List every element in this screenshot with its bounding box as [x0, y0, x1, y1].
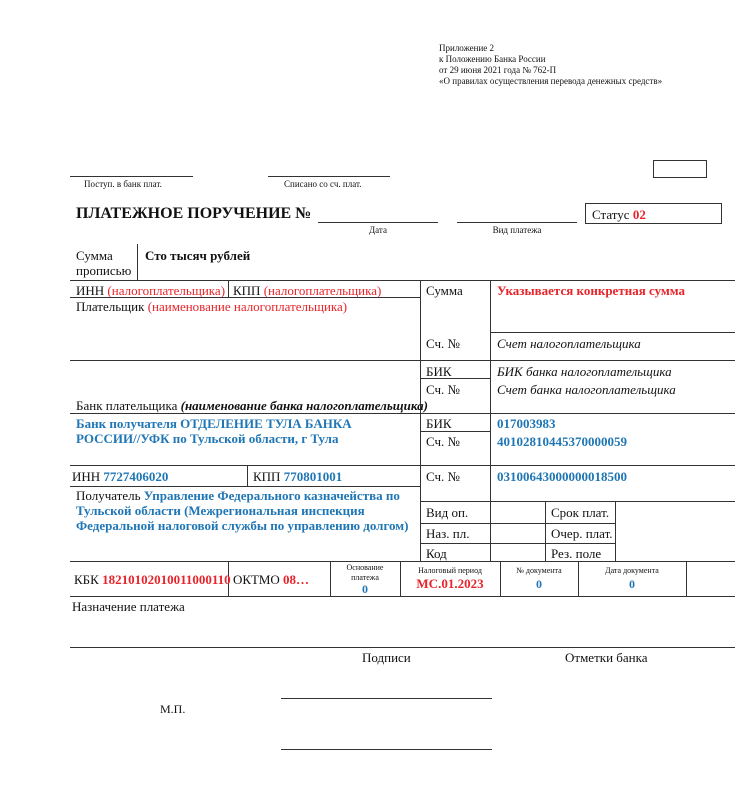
payer-inn — [76, 283, 225, 298]
sum-label: Сумма — [426, 283, 463, 298]
recipient-bank-line-1: Банк получателя ОТДЕЛЕНИЕ ТУЛА БАНКА — [76, 416, 352, 431]
reserve-field-label: Рез. поле — [551, 546, 602, 561]
grid-vline-228 — [228, 280, 229, 297]
payment-purpose-label: Назначение платежа — [72, 599, 185, 614]
recipient-account-label: Сч. № — [426, 469, 460, 484]
received-line — [70, 176, 193, 177]
appendix-line-3: от 29 июня 2021 года № 762-П — [439, 65, 557, 75]
grid-line-465 — [70, 465, 735, 466]
grid-vline-420 — [420, 280, 421, 561]
recipient-name-line-3: Федеральной налоговой службы по управлению долгом) — [76, 518, 409, 533]
signatures-label: Подписи — [362, 650, 411, 665]
document-number-value: 0 — [536, 577, 542, 591]
bottom-divider — [70, 647, 735, 648]
grid-line-332 — [490, 332, 735, 333]
payer-account-label: Сч. № — [426, 336, 460, 351]
grid-line-523 — [420, 523, 615, 524]
form-code-box — [653, 160, 707, 178]
amount-words-label-line-1: Сумма — [76, 248, 113, 263]
status-label: Статус — [592, 207, 630, 222]
grid-vline-247 — [247, 465, 248, 486]
code-label: Код — [426, 546, 447, 561]
kbk-label: КБК — [74, 572, 99, 587]
grid-vline-615 — [615, 501, 616, 561]
payer-bik-value: БИК банка налогоплательщика — [497, 364, 672, 379]
appendix-line-4: «О правилах осуществления перевода денежных средств» — [439, 76, 663, 86]
grid-line-486 — [70, 486, 420, 487]
payment-term-label: Срок плат. — [551, 505, 610, 520]
signature-line-2 — [281, 749, 492, 750]
recipient-bank-account-label: Сч. № — [426, 434, 460, 449]
tax-period-field — [400, 566, 500, 592]
oktmo-field — [233, 572, 309, 587]
grid-vline-490 — [490, 280, 491, 561]
payer-name-value: (наименование налогоплательщика) — [147, 299, 348, 314]
operation-type-label: Вид оп. — [426, 505, 469, 520]
payment-type-label: Вид платежа — [492, 225, 542, 235]
recipient-inn-label: ИНН — [72, 469, 101, 484]
grid-line-543 — [420, 543, 615, 544]
document-date-field — [578, 566, 686, 592]
sum-value: Указывается конкретная сумма — [497, 283, 686, 298]
payer-account-value: Счет налогоплательщика — [497, 336, 641, 351]
document-date-value: 0 — [629, 577, 635, 591]
payer-bank-account-value: Счет банка налогоплательщика — [497, 382, 676, 397]
recipient-account-value: 03100643000000018500 — [497, 469, 627, 484]
payer-bik-label: БИК — [426, 364, 452, 379]
date-line — [318, 222, 438, 223]
recipient-name-label: Получатель — [76, 488, 141, 503]
amount-words-label — [76, 248, 131, 278]
grid-line-360 — [70, 360, 735, 361]
debited-line — [268, 176, 390, 177]
document-number-label: № документа — [516, 566, 562, 575]
recipient-kpp-label: КПП — [253, 469, 281, 484]
payment-purpose-code-label: Наз. пл. — [426, 526, 470, 541]
recipient-bank-line-2: РОССИИ//УФК по Тульской области, г Тула — [76, 431, 339, 446]
payment-type-line — [457, 222, 577, 223]
status-field — [592, 207, 646, 222]
date-label: Дата — [369, 225, 387, 235]
recipient-bank — [76, 416, 352, 446]
payer-bank — [76, 398, 428, 413]
oktmo-label: ОКТМО — [233, 572, 280, 587]
bank-marks-label: Отметки банка — [565, 650, 648, 665]
recipient-kpp — [253, 469, 342, 484]
payment-order-label: Очер. плат. — [551, 526, 613, 541]
kbk-field — [74, 572, 231, 587]
signature-line-1 — [281, 698, 492, 699]
payer-name — [76, 299, 347, 314]
stamp-label: М.П. — [160, 702, 186, 716]
grid-line-431 — [420, 431, 490, 432]
recipient-bik-label: БИК — [426, 416, 452, 431]
tax-period-label: Налоговый период — [418, 566, 482, 575]
grid-line-501 — [420, 501, 735, 502]
payer-inn-value: (налогоплательщика) — [107, 283, 226, 298]
payer-bank-account-label: Сч. № — [426, 382, 460, 397]
amount-words-divider — [137, 244, 138, 280]
document-number-field — [500, 566, 578, 592]
appendix-line-1: Приложение 2 — [439, 43, 495, 53]
recipient-name-line-2: Тульской области (Межрегиональная инспекция — [76, 503, 365, 518]
payment-basis-label-line-1: Основание — [346, 563, 384, 572]
document-title: ПЛАТЕЖНОЕ ПОРУЧЕНИЕ № — [76, 205, 312, 222]
status-value: 02 — [632, 207, 646, 222]
appendix-line-2: к Положению Банка России — [439, 54, 546, 64]
payer-bank-value: (наименование банка налогоплательщика) — [180, 398, 428, 413]
debited-label: Списано со сч. плат. — [284, 179, 362, 189]
tax-vline-686 — [686, 561, 687, 596]
payer-name-label: Плательщик — [76, 299, 145, 314]
payer-kpp — [233, 283, 381, 298]
payer-kpp-value: (налогоплательщика) — [263, 283, 382, 298]
recipient-bik-value: 017003983 — [497, 416, 556, 431]
amount-words-value: Сто тысяч рублей — [145, 248, 251, 263]
oktmo-value: 08… — [283, 572, 310, 587]
recipient-name-line-1: Управление Федерального казначейства по — [143, 488, 400, 503]
payer-kpp-label: КПП — [233, 283, 261, 298]
recipient-kpp-value: 770801001 — [283, 469, 343, 484]
recipient-inn — [72, 469, 168, 484]
payer-inn-label: ИНН — [76, 283, 105, 298]
grid-line-596 — [70, 596, 735, 597]
payment-basis-field — [330, 563, 400, 596]
payment-basis-label-line-2: платежа — [351, 573, 379, 582]
recipient-name — [76, 488, 408, 533]
tax-period-value: МС.01.2023 — [416, 576, 484, 591]
grid-line-280 — [70, 280, 735, 281]
grid-line-413 — [70, 413, 735, 414]
amount-words-label-line-2: прописью — [76, 263, 132, 278]
grid-line-561 — [70, 561, 735, 562]
recipient-inn-value: 7727406020 — [103, 469, 169, 484]
grid-vline-545 — [545, 501, 546, 561]
payment-basis-value: 0 — [362, 582, 368, 596]
recipient-bank-account-value: 40102810445370000059 — [497, 434, 627, 449]
kbk-value: 18210102010011000110 — [102, 572, 231, 587]
appendix-note — [439, 43, 662, 87]
received-label: Поступ. в банк плат. — [84, 179, 162, 189]
document-date-label: Дата документа — [605, 566, 659, 575]
payer-bank-label: Банк плательщика — [76, 398, 178, 413]
